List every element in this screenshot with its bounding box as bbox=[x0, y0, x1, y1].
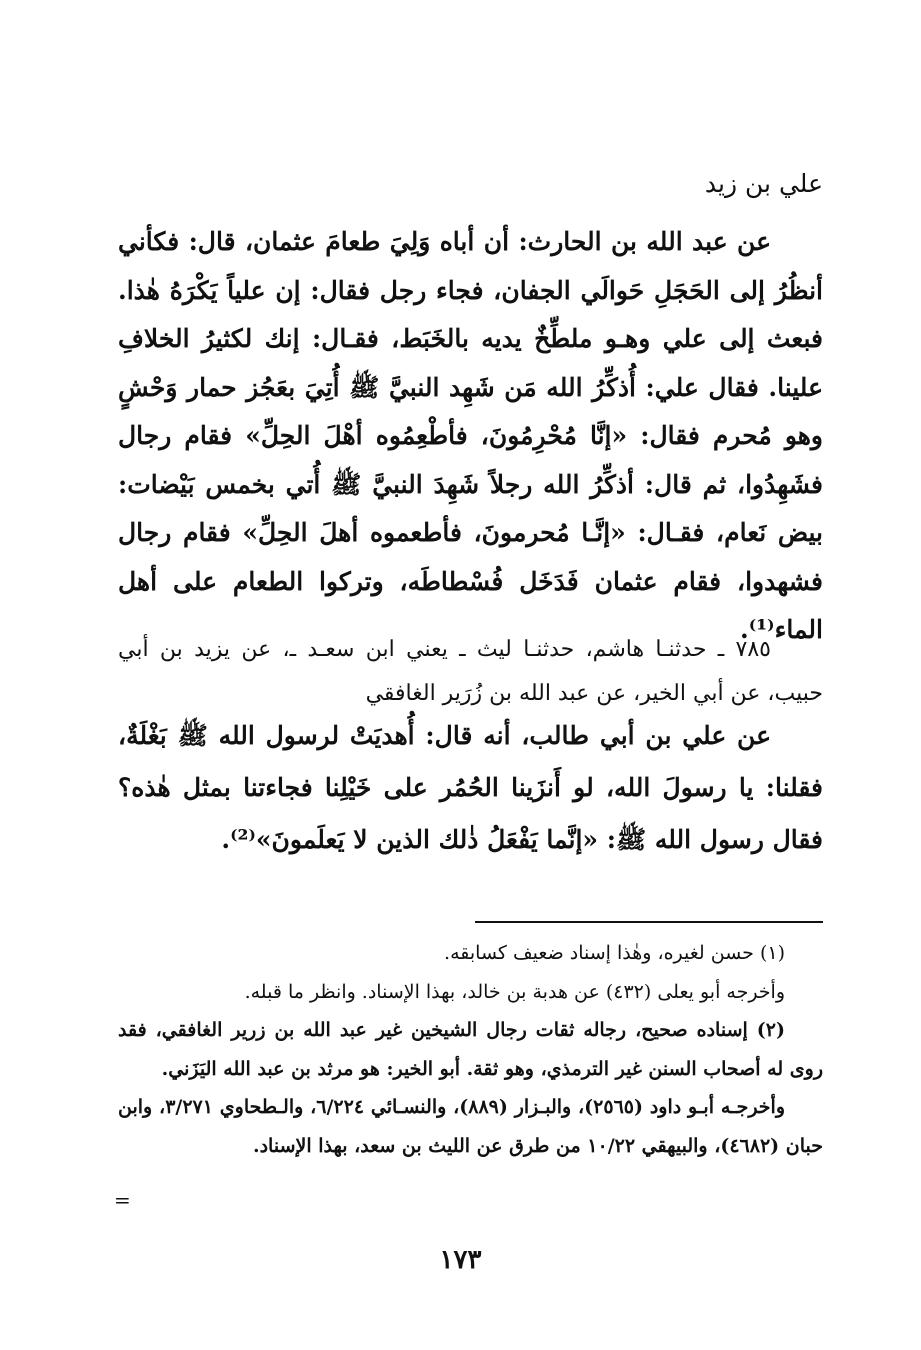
main-paragraph: عن عبد الله بن الحارث: أن أباه وَلِيَ طعامَ عثمان، قال: فكأني أنظُرُ إلى الحَجَلِ حَوالَي الجفان، فجاء رجل فقال: إن علياً يَكْرَهُ هٰذا. فبعث إلى علي وهـو ملطِّخٌ يديه بالخَبَط، فقـال: إنك لكثيرُ الخلافِ علينا. فقال علي: أُذكِّرُ الله مَن شَهِد النبيَّ ﷺ أُتِيَ بعَجُز حمار وَحْشٍ وهو مُحرم فقال: «إنَّا مُحْرِمُونَ، فأطْعِمُوه أهْلَ الحِلِّ» فقام رجال فشَهِدُوا، ثم قال: أذكِّرُ الله رجلاً شَهِدَ النبيَّ ﷺ أُتي بخمس بَيْضات: بيض نَعام، فقـال: «إنَّـا مُحرمونَ، فأطعموه أهلَ الحِلِّ» فقام رجال فشهدوا، فقام عثمان فَدَخَل فُسْطاطَه، وتركوا الطعام على أهل الماء⁽¹⁾. bbox=[118, 227, 823, 644]
hadith-785-matn bbox=[118, 710, 823, 866]
footnote-2-line-1: (٢) إسناده صحيح، رجاله ثقات رجال الشيخين غير عبد الله بن زرير الغافقي، فقد روى له أصحاب السنن غير الترمذي، وهو ثقة. أبو الخير: هو مرثد بن عبد الله اليَزَني. bbox=[118, 1019, 823, 1080]
isnad-paragraph: ٧٨٥ ـ حدثنـا هاشم، حدثنـا ليث ـ يعني ابن سعـد ـ، عن يزيد بن أبي حبيب، عن أبي الخير، عن عبد الله بن زُرَير الغافقي bbox=[118, 637, 823, 706]
running-header: علي بن زيد bbox=[704, 169, 823, 198]
page-number: ١٧٣ bbox=[439, 1245, 482, 1275]
matn-paragraph: عن علي بن أبي طالب، أنه قال: أُهديَتْ لرسول الله ﷺ بَغْلَةٌ، فقلنا: يا رسولَ الله، لو أَنزَينا الحُمُر على خَيْلِنا فجاءتنا بمثل هٰذه؟ فقال رسول الله ﷺ: «إنَّما يَفْعَلُ ذٰلك الذين لا يَعلَمونَ»⁽²⁾. bbox=[118, 721, 823, 854]
footnote-1-line-2: وأخرجه أبو يعلى (٤٣٢) عن هدبة بن خالد، بهذا الإسناد. وانظر ما قبله. bbox=[244, 980, 785, 1003]
footnote-2-line-2: وأخرجـه أبـو داود (٢٥٦٥)، والبـزار (٨٨٩)، والنسـائي ٦/٢٢٤، والـطحاوي ٣/٢٧١، وابن حبان (٤٦٨٢)، والبيهقي ١٠/٢٢ من طرق عن الليث بن سعد، بهذا الإسناد. bbox=[118, 1096, 823, 1157]
footnotes-section bbox=[118, 934, 823, 1165]
hadith-784-text bbox=[118, 218, 823, 655]
footnote-separator bbox=[475, 921, 823, 923]
continuation-mark: = bbox=[114, 1188, 131, 1212]
footnote-1-line-1: (١) حسن لغيره، وهٰذا إسناد ضعيف كسابقه. bbox=[444, 942, 785, 964]
hadith-785-isnad bbox=[118, 628, 823, 716]
